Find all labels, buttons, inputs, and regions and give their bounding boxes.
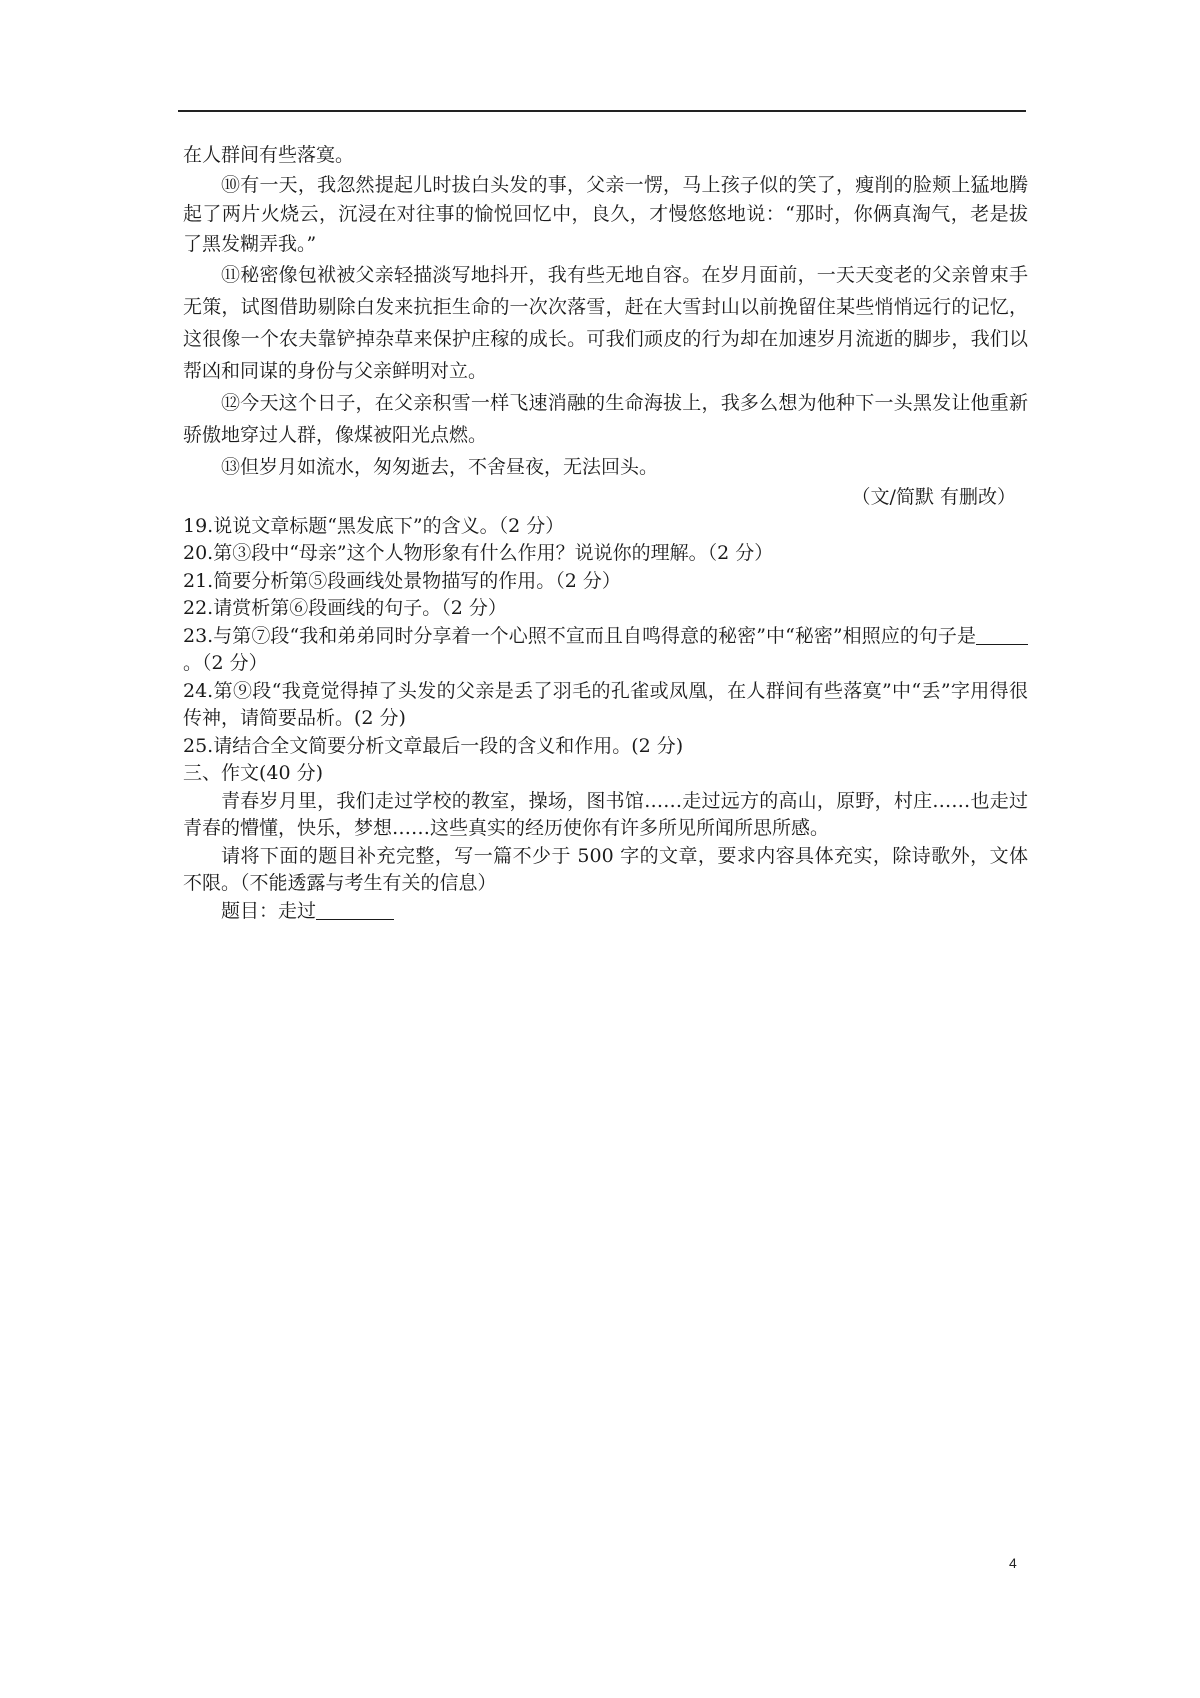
- passage-paragraph-13: ⑬但岁月如流水，匆匆逝去，不舍昼夜，无法回头。: [221, 456, 659, 478]
- passage-continuation: 在人群间有些落寞。: [183, 144, 355, 166]
- essay-title-line: [183, 898, 1028, 926]
- essay-heading: 三、作文(40 分): [183, 762, 324, 784]
- question-21: 21.简要分析第⑤段画线处景物描写的作用。（2 分）: [183, 569, 621, 592]
- page-number: 4: [1009, 1555, 1017, 1571]
- question-25: 25.请结合全文简要分析文章最后一段的含义和作用。(2 分): [183, 734, 684, 757]
- page-content: [183, 141, 1028, 925]
- essay-title-prompt: 题目：走过: [221, 899, 317, 922]
- passage-attribution: （文/简默 有删改）: [851, 486, 1016, 508]
- question-19: 19.说说文章标题“黑发底下”的含义。（2 分）: [183, 514, 565, 537]
- passage-paragraph-12: ⑫今天这个日子，在父亲积雪一样飞速消融的生命海拔上，我多么想为他种下一头黑发让他重新骄傲地穿过人群，像煤被阳光点燃。: [183, 392, 1028, 446]
- passage-paragraph-10: ⑩有一天，我忽然提起儿时拔白头发的事，父亲一愣，马上孩子似的笑了，瘦削的脸颊上猛地腾起了两片火烧云，沉浸在对往事的愉悦回忆中，良久，才慢悠悠地说：“那时，你俩真淘气，老是拔了黑发糊弄我。”: [183, 173, 1028, 255]
- question-23-text: 23.与第⑦段“我和弟弟同时分享着一个心照不宣而且自鸣得意的秘密”中“秘密”相照应的句子是: [183, 624, 976, 647]
- question-22: 22.请赏析第⑥段画线的句子。（2 分）: [183, 597, 507, 619]
- question-list: [183, 513, 1028, 926]
- answer-blank-23[interactable]: [976, 624, 1028, 645]
- question-24: 24.第⑨段“我竟觉得掉了头发的父亲是丢了羽毛的孔雀或凤凰，在人群间有些落寞”中“丢”字用得很传神，请简要品析。(2 分): [183, 679, 1028, 729]
- passage-paragraph-11: ⑪秘密像包袱被父亲轻描淡写地抖开，我有些无地自容。在岁月面前，一天天变老的父亲曾束手无策，试图借助剔除白发来抗拒生命的一次次落雪，赶在大雪封山以前挽留住某些悄悄远行的记忆，这很像一个农夫靠铲掉杂草来保护庄稼的成长。可我们顽皮的行为却在加速岁月流逝的脚步，我们以帮凶和同谋的身份与父亲鲜明对立。: [183, 264, 1028, 382]
- question-23: [183, 623, 1028, 678]
- question-20: 20.第③段中“母亲”这个人物形象有什么作用？说说你的理解。（2 分）: [183, 542, 774, 564]
- question-23-score: 。（2 分）: [183, 652, 268, 674]
- essay-prompt-paragraph-2: 请将下面的题目补充完整，写一篇不少于 500 字的文章，要求内容具体充实，除诗歌外，文体不限。（不能透露与考生有关的信息）: [183, 844, 1028, 894]
- header-rule: [178, 110, 1026, 112]
- essay-title-blank[interactable]: [316, 899, 394, 920]
- essay-prompt-paragraph-1: 青春岁月里，我们走过学校的教室，操场，图书馆……走过远方的高山，原野，村庄……也走过青春的懵懂，快乐，梦想……这些真实的经历使你有许多所见所闻所思所感。: [183, 789, 1028, 839]
